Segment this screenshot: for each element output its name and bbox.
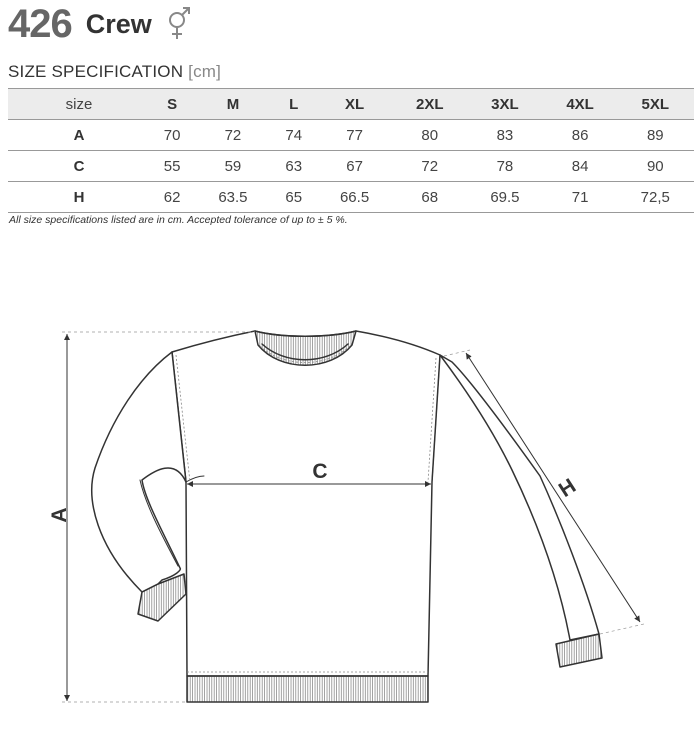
table-cell: 59 — [194, 151, 271, 182]
table-row — [8, 120, 694, 151]
dimension-c-label: C — [312, 460, 328, 483]
table-cell: 74 — [272, 120, 316, 151]
table-cell: 67 — [316, 151, 393, 182]
table-cell: 63 — [272, 151, 316, 182]
table-cell: 72 — [393, 151, 466, 182]
table-row — [8, 182, 694, 213]
size-table — [8, 88, 694, 213]
table-cell: 86 — [544, 120, 617, 151]
header-cell: size — [8, 89, 150, 120]
header-cell: 3XL — [466, 89, 543, 120]
table-cell: 65 — [272, 182, 316, 213]
product-code: 426 — [8, 1, 72, 46]
table-cell: 70 — [150, 120, 194, 151]
sweatshirt-diagram — [0, 300, 698, 736]
unisex-symbol-icon — [164, 6, 194, 42]
sweatshirt-outline — [92, 331, 602, 702]
spec-title — [8, 62, 221, 82]
table-cell: 66.5 — [316, 182, 393, 213]
spec-title-text: SIZE SPECIFICATION — [8, 62, 184, 81]
header-cell: 5XL — [617, 89, 694, 120]
table-cell: 69.5 — [466, 182, 543, 213]
table-cell: 84 — [544, 151, 617, 182]
row-label: C — [8, 151, 150, 182]
table-cell: 90 — [617, 151, 694, 182]
dimension-a-label: A — [48, 507, 71, 523]
tolerance-note: All size specifications listed are in cm. Accepted tolerance of up to ± 5 %. — [9, 214, 348, 226]
table-cell: 62 — [150, 182, 194, 213]
table-cell: 72,5 — [617, 182, 694, 213]
header-cell: M — [194, 89, 271, 120]
table-cell: 55 — [150, 151, 194, 182]
header-cell: 2XL — [393, 89, 466, 120]
table-row — [8, 151, 694, 182]
table-cell: 68 — [393, 182, 466, 213]
product-name: Crew — [85, 8, 152, 39]
row-label: H — [8, 182, 150, 213]
table-cell: 89 — [617, 120, 694, 151]
table-cell: 63.5 — [194, 182, 271, 213]
product-header — [8, 0, 194, 48]
dimension-h-label: H — [554, 474, 581, 502]
header-cell: S — [150, 89, 194, 120]
table-cell: 80 — [393, 120, 466, 151]
table-cell: 77 — [316, 120, 393, 151]
header-cell: 4XL — [544, 89, 617, 120]
table-cell: 83 — [466, 120, 543, 151]
table-cell: 72 — [194, 120, 271, 151]
table-cell: 78 — [466, 151, 543, 182]
header-cell: L — [272, 89, 316, 120]
spec-unit: [cm] — [188, 62, 222, 81]
row-label: A — [8, 120, 150, 151]
header-cell: XL — [316, 89, 393, 120]
table-cell: 71 — [544, 182, 617, 213]
size-table-header — [8, 89, 694, 120]
